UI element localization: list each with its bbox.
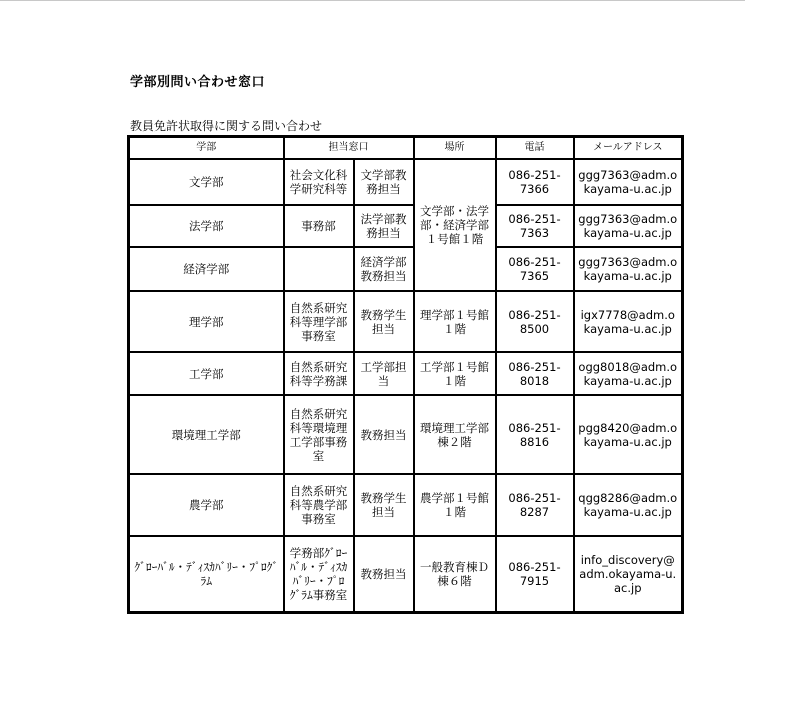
faculty-cell: ｸﾞﾛｰﾊﾞﾙ・ﾃﾞｨｽｶﾊﾞﾘｰ・ﾌﾟﾛｸﾞﾗﾑ <box>129 536 284 613</box>
header-contact: 担当窓口 <box>284 137 414 160</box>
desk-cell: 経済学部教務担当 <box>354 247 414 291</box>
faculty-cell: 法学部 <box>129 205 284 247</box>
faculty-cell: 文学部 <box>129 159 284 205</box>
page-title: 学部別問い合わせ窓口 <box>130 75 266 90</box>
location-cell: 環境理工学部棟２階 <box>414 395 496 474</box>
faculty-cell: 経済学部 <box>129 247 284 291</box>
phone-cell: 086-251-7366 <box>496 159 574 205</box>
office-cell: 自然系研究科等環境理工学部事務室 <box>284 395 354 474</box>
phone-cell: 086-251-7915 <box>496 536 574 613</box>
office-cell-empty <box>284 247 354 291</box>
email-cell: ogg8018@adm.okayama-u.ac.jp <box>574 352 683 395</box>
phone-cell: 086-251-8018 <box>496 352 574 395</box>
location-cell: 文学部・法学部・経済学部１号館１階 <box>414 159 496 291</box>
email-cell: ggg7363@adm.okayama-u.ac.jp <box>574 205 683 247</box>
table-row <box>129 352 683 395</box>
faculty-cell: 農学部 <box>129 474 284 536</box>
table-row <box>129 474 683 536</box>
email-cell: qgg8286@adm.okayama-u.ac.jp <box>574 474 683 536</box>
top-rule <box>0 0 745 1</box>
email-cell: ggg7363@adm.okayama-u.ac.jp <box>574 159 683 205</box>
page-subtitle: 教員免許状取得に関する問い合わせ <box>130 119 323 133</box>
phone-cell: 086-251-8500 <box>496 291 574 352</box>
table-header-row <box>129 137 683 160</box>
office-cell: 事務部 <box>284 205 354 247</box>
table-row <box>129 395 683 474</box>
header-email: メールアドレス <box>574 137 683 160</box>
contact-table <box>127 135 684 614</box>
table-row <box>129 536 683 613</box>
header-location: 場所 <box>414 137 496 160</box>
location-cell: 農学部１号館１階 <box>414 474 496 536</box>
office-cell: 自然系研究科等理学部事務室 <box>284 291 354 352</box>
desk-cell: 教務担当 <box>354 395 414 474</box>
office-cell: 社会文化科学研究科等 <box>284 159 354 205</box>
header-phone: 電話 <box>496 137 574 160</box>
phone-cell: 086-251-8287 <box>496 474 574 536</box>
office-cell: 学務部ｸﾞﾛｰﾊﾞﾙ・ﾃﾞｨｽｶﾊﾞﾘｰ・ﾌﾟﾛｸﾞﾗﾑ事務室 <box>284 536 354 613</box>
location-cell: 理学部１号館１階 <box>414 291 496 352</box>
table-row <box>129 247 683 291</box>
email-cell: igx7778@adm.okayama-u.ac.jp <box>574 291 683 352</box>
faculty-cell: 工学部 <box>129 352 284 395</box>
desk-cell: 教務学生担当 <box>354 474 414 536</box>
office-cell: 自然系研究科等農学部事務室 <box>284 474 354 536</box>
phone-cell: 086-251-7365 <box>496 247 574 291</box>
faculty-cell: 理学部 <box>129 291 284 352</box>
email-cell: ggg7363@adm.okayama-u.ac.jp <box>574 247 683 291</box>
table-row <box>129 159 683 205</box>
phone-cell: 086-251-8816 <box>496 395 574 474</box>
desk-cell: 教務担当 <box>354 536 414 613</box>
desk-cell: 教務学生担当 <box>354 291 414 352</box>
phone-cell: 086-251-7363 <box>496 205 574 247</box>
table-row <box>129 291 683 352</box>
desk-cell: 法学部教務担当 <box>354 205 414 247</box>
table-row <box>129 205 683 247</box>
email-cell: info_discovery@adm.okayama-u.ac.jp <box>574 536 683 613</box>
desk-cell: 文学部教務担当 <box>354 159 414 205</box>
faculty-cell: 環境理工学部 <box>129 395 284 474</box>
header-faculty: 学部 <box>129 137 284 160</box>
location-cell: 一般教育棟Ｄ棟６階 <box>414 536 496 613</box>
desk-cell: 工学部担当 <box>354 352 414 395</box>
email-cell: pgg8420@adm.okayama-u.ac.jp <box>574 395 683 474</box>
office-cell: 自然系研究科等学務課 <box>284 352 354 395</box>
location-cell: 工学部１号館１階 <box>414 352 496 395</box>
